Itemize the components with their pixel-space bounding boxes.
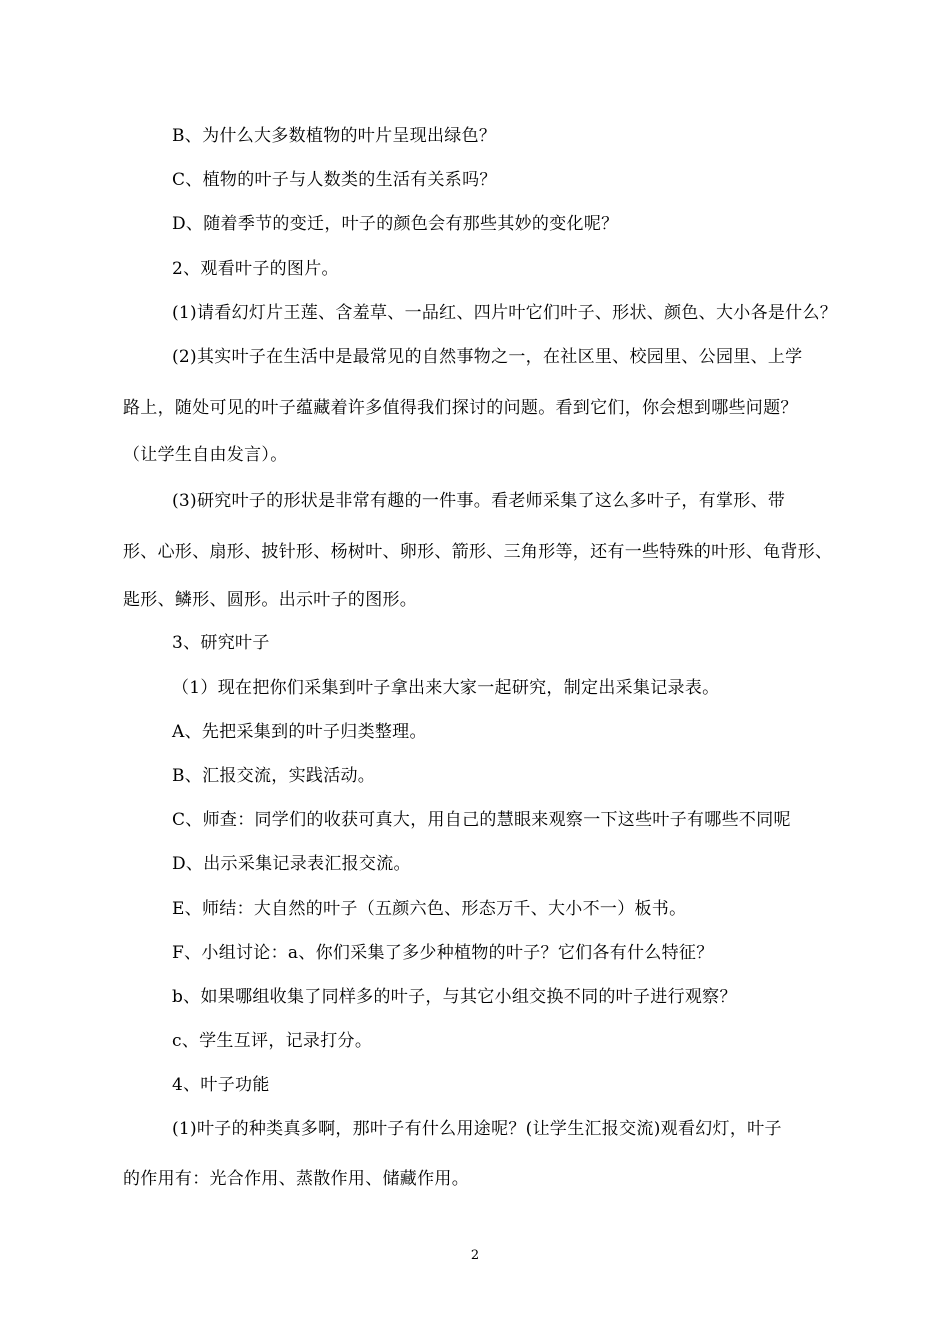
section-3-substep-c: c、学生互评，记录打分。 [172,1031,373,1051]
section-2-item-1: (1)请看幻灯片王莲、含羞草、一品红、四片叶它们叶子、形状、颜色、大小各是什么？ [172,303,838,323]
section-3-heading: 3、研究叶子 [172,633,270,653]
question-c: C、植物的叶子与人数类的生活有关系吗？ [172,170,497,190]
page-number: 2 [470,1248,480,1263]
section-4-item-1-line-2: 的作用有：光合作用、蒸散作用、储藏作用。 [123,1169,469,1189]
section-3-step-e: E、师结：大自然的叶子（五颜六色、形态万千、大小不一）板书。 [172,899,687,919]
section-4-item-1-line-1: (1)叶子的种类真多啊，那叶子有什么用途呢？(让学生汇报交流)观看幻灯，叶子 [172,1119,782,1139]
section-2-item-2-line-1: (2)其实叶子在生活中是最常见的自然事物之一，在社区里、校园里、公园里、上学 [172,347,803,367]
question-d: D、随着季节的变迁，叶子的颜色会有那些其妙的变化呢？ [172,214,619,234]
section-3-step-f: F、小组讨论：a、你们采集了多少种植物的叶子？它们各有什么特征？ [172,943,714,963]
section-3-step-d: D、出示采集记录表汇报交流。 [172,854,411,874]
section-2-item-3-line-1: (3)研究叶子的形状是非常有趣的一件事。看老师采集了这么多叶子，有掌形、带 [172,491,786,511]
section-2-item-3-line-3: 匙形、鳞形、圆形。出示叶子的图形。 [123,590,418,610]
section-2-item-2-line-3: （让学生自由发言）。 [123,445,288,465]
question-b: B、为什么大多数植物的叶片呈现出绿色？ [172,126,497,146]
section-3-step-a: A、先把采集到的叶子归类整理。 [172,722,427,742]
section-2-heading: 2、观看叶子的图片。 [172,259,339,279]
section-3-step-b: B、汇报交流，实践活动。 [172,766,376,786]
section-3-item-1: （1）现在把你们采集到叶子拿出来大家一起研究，制定出采集记录表。 [172,678,720,698]
section-3-step-c: C、师查：同学们的收获可真大，用自己的慧眼来观察一下这些叶子有哪些不同呢 [172,810,791,830]
section-3-substep-b: b、如果哪组收集了同样多的叶子，与其它小组交换不同的叶子进行观察？ [172,987,737,1007]
section-2-item-3-line-2: 形、心形、扇形、披针形、杨树叶、卵形、箭形、三角形等，还有一些特殊的叶形、龟背形、 [123,542,833,562]
section-2-item-2-line-2: 路上，随处可见的叶子蕴藏着许多值得我们探讨的问题。看到它们，你会想到哪些问题？ [123,398,798,418]
section-4-heading: 4、叶子功能 [172,1075,270,1095]
